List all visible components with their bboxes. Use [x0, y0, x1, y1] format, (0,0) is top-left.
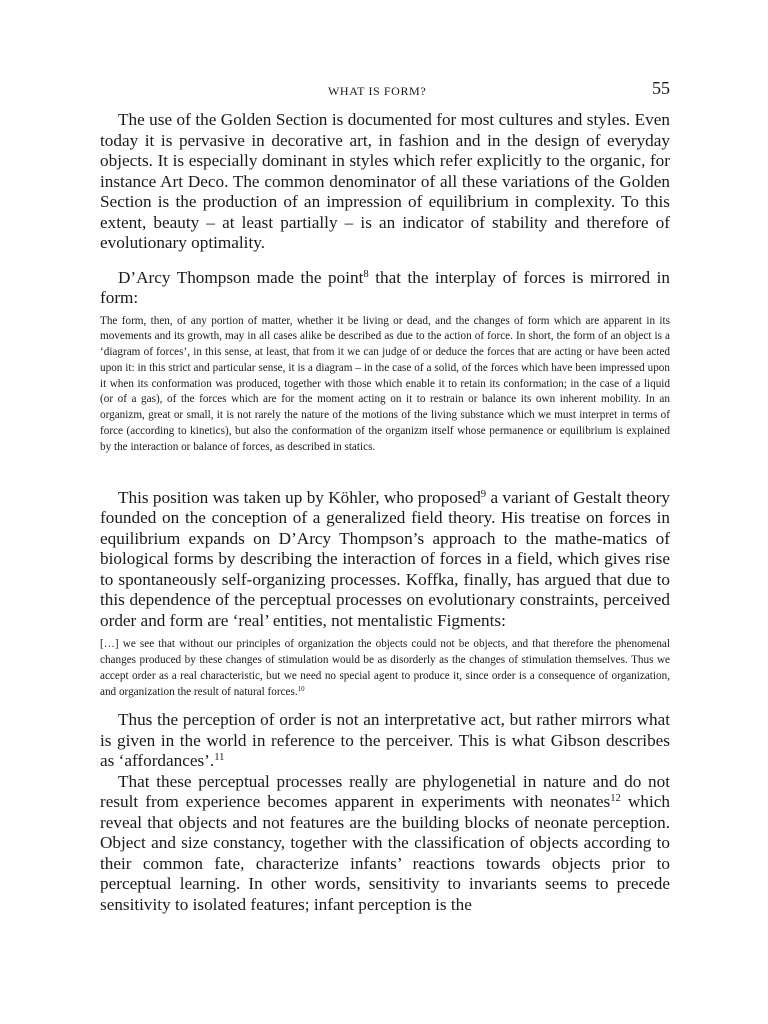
block-quote-thompson — [100, 314, 670, 456]
paragraph-text: The use of the Golden Section is documented for most cultures and styles. Even today it is pervasive in decorative art, in fashion and in the design of everyday objects. It is especially dominant in styles which refer explicitly to the organic, for instance Art Deco. The common denominator of all these variations of the Golden Section is the production of an impression of equilibrium in complexity. To this extent, beauty – at least partially – is an indicator of stability and therefore of evolutionary optimality. — [100, 110, 670, 252]
footnote-ref-8: 8 — [363, 268, 369, 280]
paragraph-text: That these perceptual processes really are phylogenetial in nature and do not result from experience becomes apparent in experiments with neonates — [100, 771, 670, 812]
paragraph-phylogenetic — [100, 772, 670, 916]
quote-text: […] we see that without our principles of organization the objects could not be objects, and that therefore the phenomenal changes produced by these changes of stimulation would be as disorderly as the changes of stimulation themselves. Thus we accept order as a real characteristic, but we need no special agent to produce it, since order is a consequence of organization, and organization the result of natural forces. — [100, 638, 670, 698]
paragraph-text: that the interplay of forces is mirrored in form: — [100, 267, 670, 307]
quote-text: The form, then, of any portion of matter, whether it be living or dead, and the changes of form which are apparent in its movements and its growth, may in all cases alike be described as due to the action of force. In short, the form of an object is a ‘diagram of forces’, in this sense, at least, that from it we can judge of or deduce the forces that are acting or have been acted upon it: in this strict and particular sense, it is a diagram – in the case of a solid, of the forces which have been impressed upon it when its conformation was produced, together with those which enable it to retain its conformation; in the case of a liquid (or of a gas), of the forces which are for the moment acting on it to restrain or balance its own inherent mobility. In an organizm, great or small, it is not rarely the nature of the motions of the living substance which we must interpret in terms of force (according to kinetics), but also the conformation of the organizm itself whose permanence or equilibrium is explained by the interaction or balance of forces, as described in statics. — [100, 314, 670, 453]
paragraph-text: Thus the perception of order is not an interpretative act, but rather mirrors what is given in the world in reference to the perceiver. This is what Gibson describes as ‘affordances’. — [100, 710, 670, 771]
paragraph-text: a variant of Gestalt theory founded on the conception of a generalized field theory. His treatise on forces in equilibrium expands on D’Arcy Thompson’s approach to the mathe-matics of biological forms by describing the interaction of forces in a field, which gives rise to spontaneously self-organizing processes. Koffka, finally, has argued that due to this dependence of the perceptual processes on evolutionary constraints, perceived order and form are ‘real’ entities, not mentalistic Figments: — [100, 487, 670, 630]
footnote-ref-9: 9 — [480, 488, 487, 500]
footnote-ref-12: 12 — [610, 793, 621, 805]
block-quote-koffka — [100, 637, 670, 700]
page-body — [100, 110, 670, 915]
paragraph-kohler — [100, 488, 670, 632]
running-head: WHAT IS FORM? — [328, 84, 427, 98]
paragraph-text: D’Arcy Thompson made the point — [118, 267, 364, 287]
page-header — [100, 78, 670, 102]
paragraph-text: This position was taken up by Köhler, who proposed — [118, 487, 481, 507]
footnote-ref-11: 11 — [214, 752, 225, 764]
paragraph-text: which reveal that objects and not features are the building blocks of neonate perception. Object and size constancy, together with the classification of objects according to their common fate, characterize infants’ reactions towards objects prior to perceptual learning. In other words, sensitivity to invariants seems to precede sensitivity to isolated features; infant perception is the — [100, 792, 670, 914]
paragraph-darcy-thompson — [100, 268, 670, 309]
paragraph-perception-of-order — [100, 710, 670, 772]
footnote-ref-10: 10 — [297, 684, 305, 693]
paragraph-golden-section — [100, 110, 670, 254]
page-number: 55 — [652, 78, 670, 98]
